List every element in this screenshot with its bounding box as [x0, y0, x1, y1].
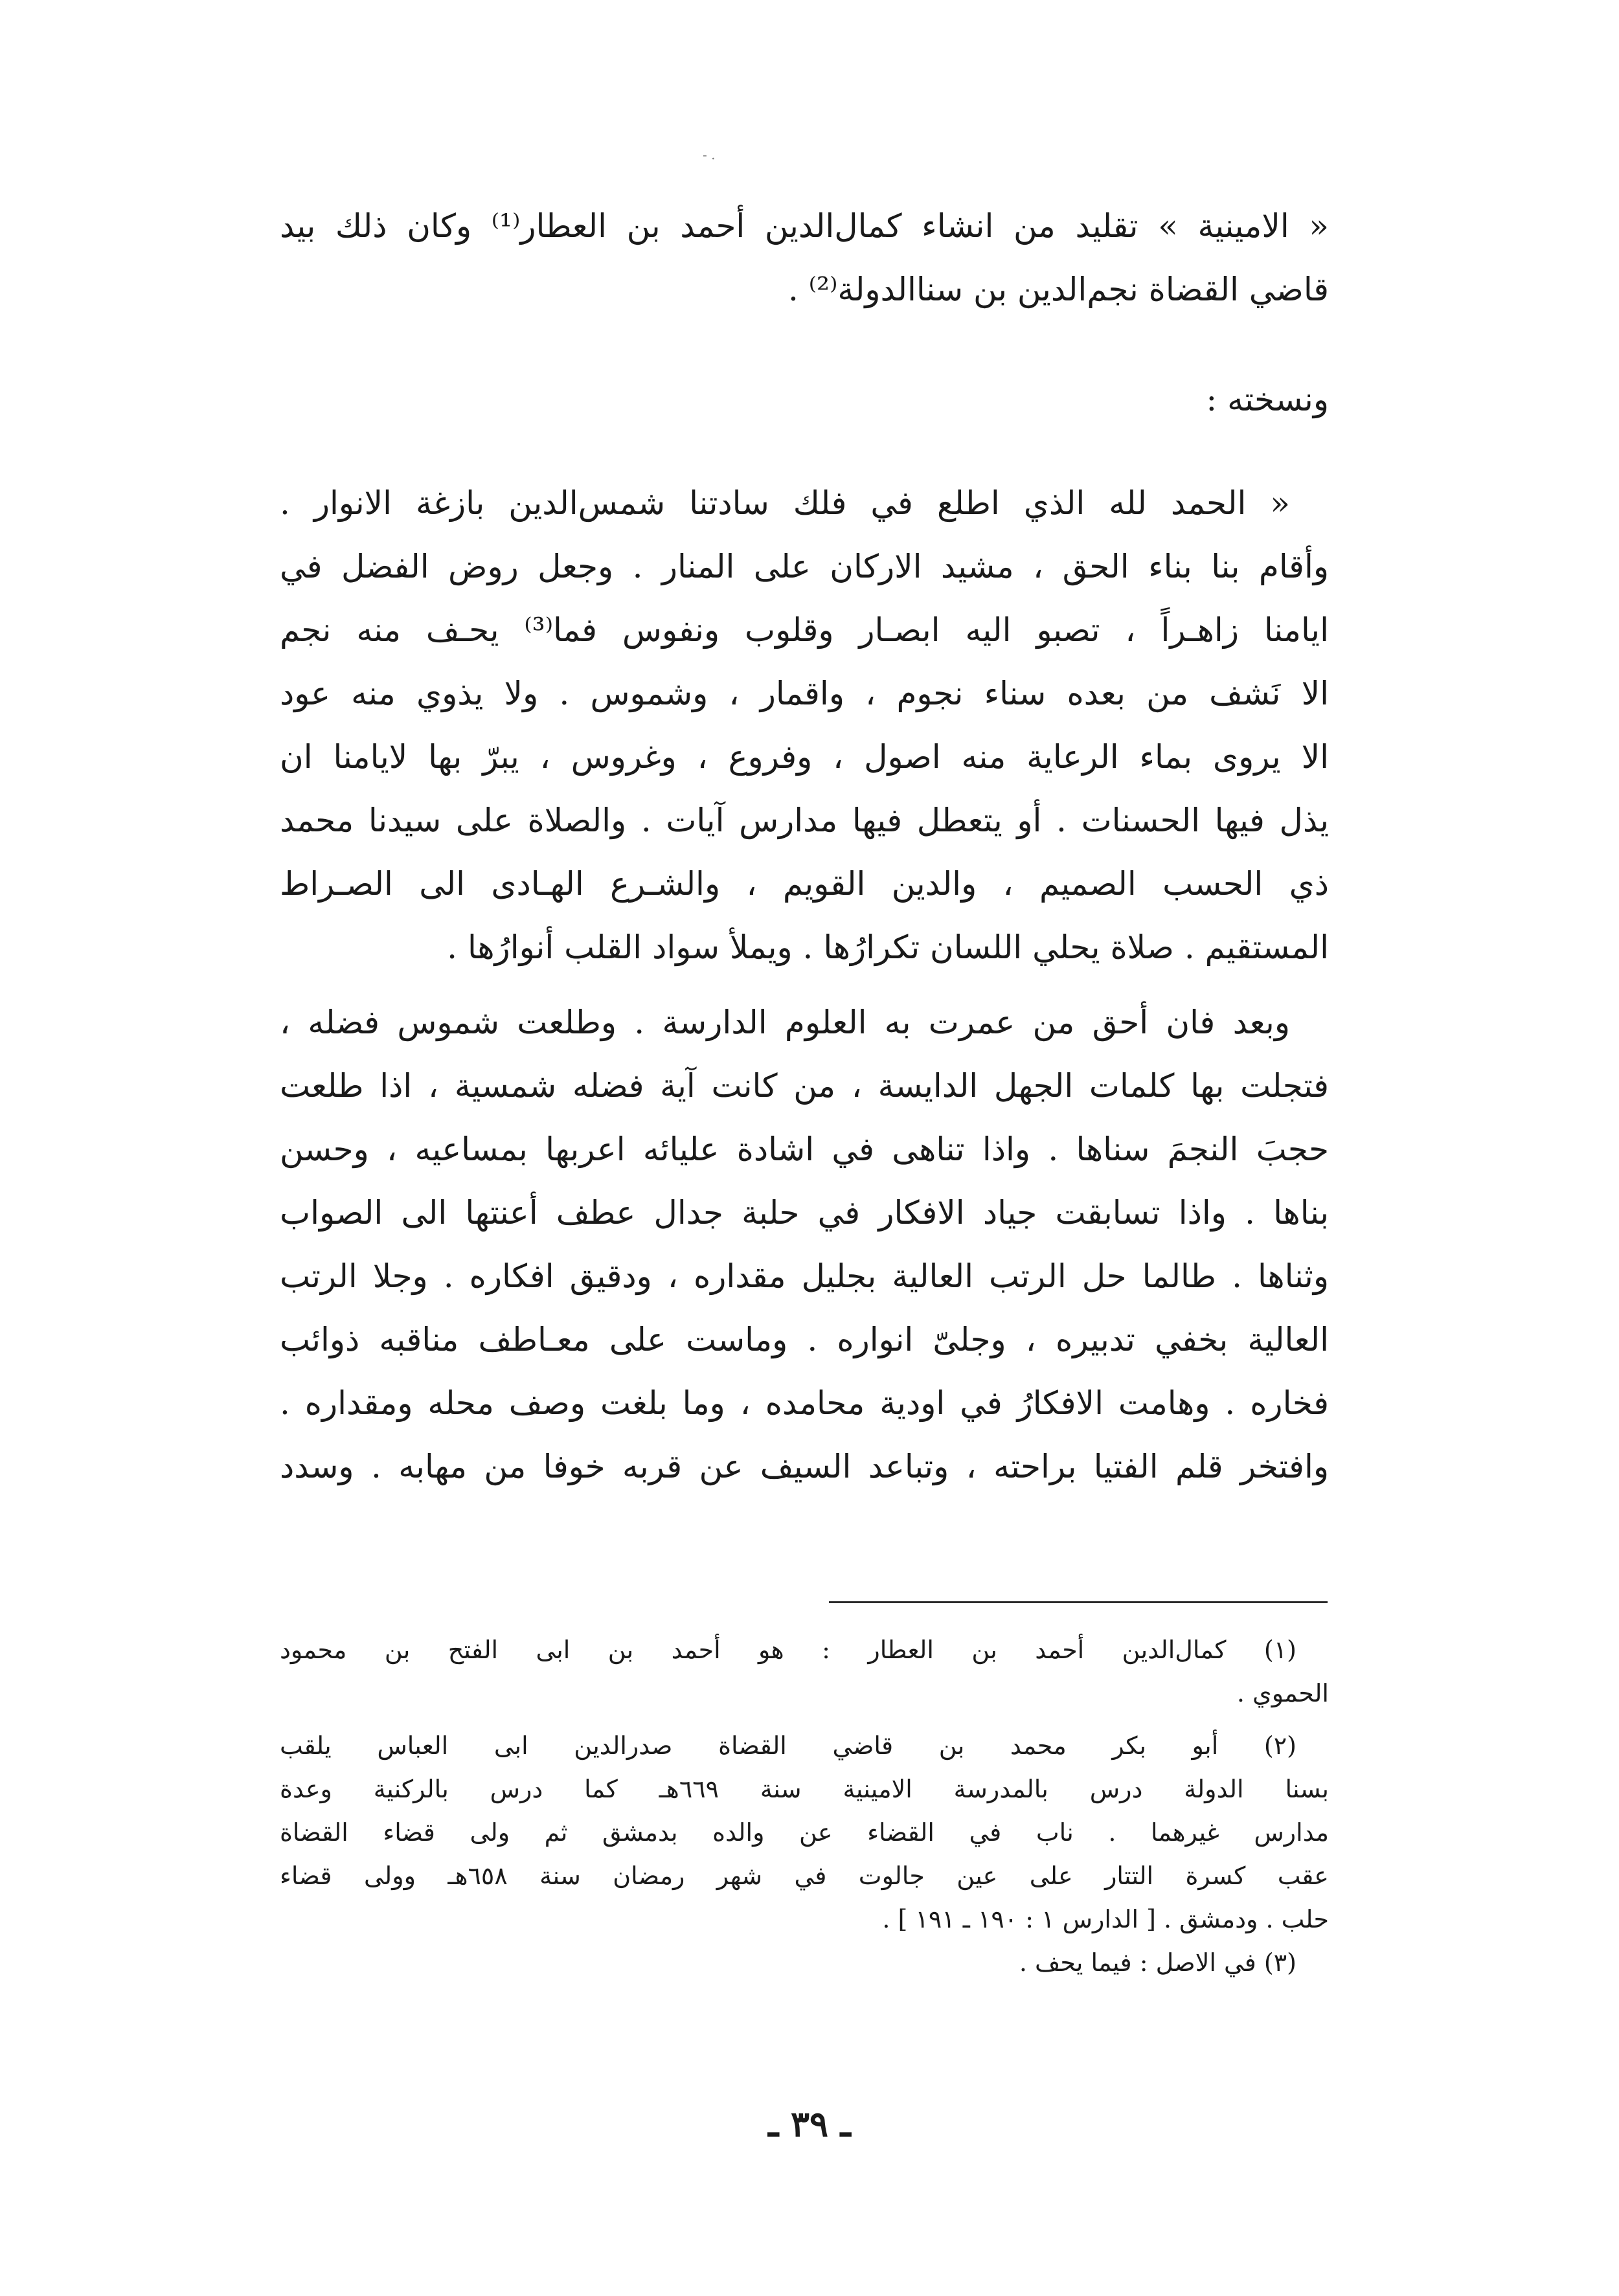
text-line: وثناها . طالما حل الرتب العالية بجليل مقداره ، ودقيق افكاره . وجلا الرتب — [280, 1257, 1329, 1295]
page-number: ـ ٣٩ ـ — [768, 2103, 851, 2144]
footnotes — [280, 1628, 1329, 1985]
text-line: قاضي القضاة نجم‌الدين بن سناالدولة⁽²⁾ . — [787, 271, 1329, 308]
text-line: العالية بخفي تدبيره ، وجلىّ انواره . وماست على معـاطف مناقبه ذوائب — [280, 1321, 1329, 1358]
text-line: الا نَشف من بعده سناء نجوم ، واقمار ، وشموس . ولا يذوي منه عود — [280, 675, 1329, 712]
footnote-2 — [280, 1724, 1329, 1941]
ink-speck: - . — [703, 147, 716, 163]
text-line: المستقيم . صلاة يحلي اللسان تكرارُها . ويملأ سواد القلب أنوارُها . — [447, 929, 1329, 966]
footnote-line: (١) كمال‌الدين أحمد بن العطار : هو أحمد بن ابى الفتح بن محمود — [280, 1636, 1296, 1664]
text-line: حجبَ النجمَ سناها . واذا تناهى في اشادة عليائه اعربها بمساعيه ، وحسن — [280, 1131, 1329, 1168]
footnote-3 — [280, 1941, 1329, 1985]
text-line: الا يروى بماء الرعاية منه اصول ، وفروع ، وغروس ، يبرّ بها لايامنا ان — [280, 738, 1329, 776]
text-line: فخاره . وهامت الافكارُ في اودية محامده ، وما بلغت وصف محله ومقداره . — [280, 1384, 1329, 1422]
paragraph-2 — [280, 991, 1329, 1498]
copy-heading — [280, 368, 1329, 431]
footnote-line: الحموي . — [1236, 1679, 1329, 1707]
footnote-1 — [280, 1628, 1329, 1715]
footnote-line: بسنا الدولة درس بالمدرسة الامينية سنة ٦٦٩هـ كما درس بالركنية وعدة — [280, 1775, 1329, 1803]
text-line: فتجلت بها كلمات الجهل الدايسة ، من كانت آية فضله شمسية ، اذا طلعت — [280, 1067, 1329, 1105]
footnote-line: حلب . ودمشق . [ الدارس ١ : ١٩٠ ـ ١٩١ ] . — [882, 1905, 1329, 1933]
text-line: يذل فيها الحسنات . أو يتعطل فيها مدارس آيات . والصلاة على سيدنا محمد — [280, 802, 1329, 839]
intro-paragraph — [280, 194, 1329, 321]
text-line: « الامينية » تقليد من انشاء كمال‌الدين أحمد بن العطار⁽¹⁾ وكان ذلك بيد — [280, 207, 1329, 245]
footnote-divider — [829, 1601, 1328, 1603]
text-line: « الحمد لله الذي اطلع في فلك سادتنا شمس‌الدين بازغة الانوار . — [280, 484, 1290, 522]
text-line: وأقام بنا بناء الحق ، مشيد الاركان على المنار . وجعل روض الفضل في — [280, 548, 1329, 585]
text-line: وبعد فان أحق من عمرت به العلوم الدارسة . وطلعت شموس فضله ، — [280, 1004, 1290, 1041]
footnote-line: (٣) في الاصل : فيما يحف . — [1019, 1948, 1296, 1977]
text-line: ذي الحسب الصميم ، والدين القويم ، والشـرع الهـادى الى الصـراط — [280, 865, 1329, 903]
footnote-line: مدارس غيرهما . ناب في القضاء عن والده بدمشق ثم ولى قضاء القضاة — [280, 1818, 1329, 1847]
text-line: وافتخر قلم الفتيا براحته ، وتباعد السيف عن قربه خوفا من مهابه . وسدد — [280, 1448, 1329, 1485]
text-line: ونسخته : — [1206, 381, 1329, 418]
paragraph-1 — [280, 471, 1329, 979]
text-line: ايامنا زاهـراً ، تصبو اليه ابصـار وقلوب ونفوس فما⁽³⁾ يحـف منه نجم — [280, 611, 1329, 649]
footnote-line: (٢) أبو بكر محمد بن قاضي القضاة صدرالدين ابى العباس يلقب — [280, 1731, 1296, 1760]
footnote-line: عقب كسرة التتار على عين جالوت في شهر رمضان سنة ٦٥٨هـ وولى قضاء — [280, 1862, 1329, 1890]
text-line: بناها . واذا تسابقت جياد الافكار في حلبة جدال عطف أعنتها الى الصواب — [280, 1194, 1329, 1232]
